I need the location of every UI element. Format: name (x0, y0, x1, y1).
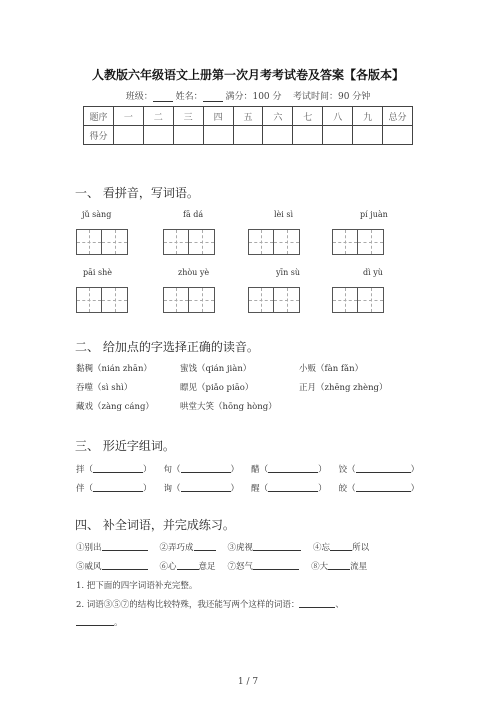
name-label: 姓名： (175, 92, 203, 102)
char-box[interactable] (189, 229, 215, 255)
page-title: 人教版六年级语文上册第一次月考考试卷及答案【各版本】 (91, 68, 404, 82)
close-paren: ） (143, 465, 152, 475)
char-box[interactable] (332, 287, 358, 313)
exam-time: 考试时间：90 分钟 (292, 92, 371, 102)
close-paren: ） (318, 465, 327, 475)
char-label: 醒（ (251, 484, 269, 494)
idiom-blank[interactable] (330, 541, 352, 551)
pinyin-2: fā dá (183, 210, 204, 219)
char-box[interactable] (76, 287, 102, 313)
char-box[interactable] (274, 287, 300, 313)
char-box[interactable] (248, 229, 274, 255)
close-paren: ） (410, 465, 420, 475)
score-header-cell: 六 (263, 107, 293, 126)
answer-blank[interactable] (268, 463, 318, 473)
idiom-text: ⑧大 (311, 562, 329, 572)
answer-blank[interactable] (93, 482, 143, 492)
score-table-header (84, 107, 413, 126)
separator: 、 (335, 600, 344, 610)
similar-chars-row-2 (76, 482, 419, 494)
answer-blank[interactable] (181, 463, 231, 473)
idiom-blank[interactable] (102, 541, 148, 551)
idiom-blank[interactable] (253, 541, 301, 551)
idiom-text: ①别出 (76, 543, 102, 553)
idiom-text: ⑤威风 (76, 562, 102, 572)
char-grid-7[interactable] (248, 287, 300, 313)
period: 。 (114, 618, 123, 628)
char-label: 皎（ (338, 484, 356, 494)
idiom-text: ④忘 (313, 543, 331, 553)
reading-item: 藏戏（zàng cáng） (76, 402, 154, 412)
pinyin-1: jǔ sàng (82, 210, 112, 219)
question-2 (76, 598, 344, 610)
pinyin-4: pí juàn (360, 210, 388, 219)
score-header-cell: 三 (173, 107, 203, 126)
score-header-cell: 九 (353, 107, 383, 126)
score-cell[interactable] (113, 126, 143, 145)
char-label: 旬（ (163, 465, 181, 475)
answer-blank[interactable] (76, 616, 114, 626)
score-row-label: 得分 (84, 126, 114, 145)
score-header-cell: 题序 (84, 107, 114, 126)
char-box[interactable] (358, 229, 384, 255)
question-2-text: 2. 词语③⑤⑦的结构比较特殊，我还能写两个这样的词语： (76, 600, 300, 610)
char-box[interactable] (358, 287, 384, 313)
char-grid-6[interactable] (163, 287, 215, 313)
score-table (83, 106, 413, 145)
answer-blank[interactable] (268, 482, 318, 492)
char-grid-5[interactable] (76, 287, 128, 313)
char-grid-1[interactable] (76, 229, 128, 255)
close-paren: ） (230, 465, 240, 475)
reading-item: 哄堂大笑（hōng hòng） (180, 402, 277, 412)
char-box[interactable] (102, 229, 128, 255)
idiom-text: ⑥心 (159, 562, 177, 572)
question-1: 1. 把下面的四字词语补充完整。 (76, 581, 198, 591)
answer-blank[interactable] (299, 598, 335, 608)
class-label: 班级： (125, 92, 153, 102)
score-cell[interactable] (263, 126, 293, 145)
idiom-blank[interactable] (102, 560, 148, 570)
char-label: 伴（ (76, 484, 94, 494)
score-header-cell: 四 (203, 107, 233, 126)
score-cell[interactable] (353, 126, 383, 145)
idiom-blank[interactable] (328, 560, 350, 570)
answer-blank[interactable] (356, 463, 411, 473)
section1-title: 一、 看拼音，写词语。 (75, 186, 199, 200)
section3-title: 三、 形近字组词。 (75, 439, 175, 453)
char-grid-8[interactable] (332, 287, 384, 313)
score-header-cell: 八 (323, 107, 353, 126)
pinyin-7: yīn sù (276, 268, 301, 277)
char-box[interactable] (163, 229, 189, 255)
idiom-text: 所以 (352, 543, 370, 553)
reading-item: 蜜饯（qián jiàn） (180, 364, 252, 374)
score-header-cell: 二 (143, 107, 173, 126)
char-label: 饺（ (338, 465, 356, 475)
idiom-text: 流星 (350, 562, 368, 572)
score-cell[interactable] (383, 126, 413, 145)
close-paren: ） (318, 484, 327, 494)
close-paren: ） (143, 484, 152, 494)
char-box[interactable] (332, 229, 358, 255)
page-number: 1 / 7 (237, 677, 259, 687)
score-header-cell: 总分 (383, 107, 413, 126)
idiom-row-2 (76, 560, 367, 572)
reading-item: 正月（zhēng zhèng） (299, 383, 388, 393)
char-grid-3[interactable] (248, 229, 300, 255)
char-box[interactable] (248, 287, 274, 313)
idiom-blank[interactable] (177, 560, 199, 570)
idiom-text: ③虎视 (227, 543, 254, 553)
exam-info (0, 89, 496, 102)
char-box[interactable] (163, 287, 189, 313)
idiom-blank[interactable] (194, 541, 216, 551)
pinyin-5: pāi shè (83, 268, 112, 277)
char-box[interactable] (189, 287, 215, 313)
char-box[interactable] (102, 287, 128, 313)
full-score: 满分：100 分 (225, 92, 282, 102)
section2-title: 二、 给加点的字选择正确的读音。 (75, 340, 259, 354)
pinyin-3: lèi sì (274, 210, 294, 219)
close-paren: ） (230, 484, 240, 494)
score-cell[interactable] (173, 126, 203, 145)
pinyin-6: zhòu yè (178, 268, 210, 277)
reading-item: 瞟见（piǎo piāo） (180, 383, 254, 393)
idiom-text: ⑦怒气 (227, 562, 254, 572)
char-box[interactable] (76, 229, 102, 255)
char-box[interactable] (274, 229, 300, 255)
pinyin-8: dì yù (363, 268, 383, 277)
char-label: 拌（ (76, 465, 94, 475)
score-cell[interactable] (233, 126, 263, 145)
reading-item: 小贩（fàn fǎn） (299, 364, 364, 374)
score-cell[interactable] (143, 126, 173, 145)
section4-title: 四、 补全词语，并完成练习。 (75, 518, 235, 532)
score-header-cell: 一 (113, 107, 143, 126)
score-table-row (84, 126, 413, 145)
score-cell[interactable] (203, 126, 233, 145)
reading-item: 吞噬（sì shì） (76, 383, 133, 393)
similar-chars-row-1 (76, 463, 419, 475)
char-grid-4[interactable] (332, 229, 384, 255)
char-label: 醋（ (251, 465, 269, 475)
class-blank[interactable] (153, 92, 173, 102)
close-paren: ） (410, 484, 420, 494)
score-cell[interactable] (293, 126, 323, 145)
question-2-cont (76, 616, 123, 628)
idiom-text: 意足 (198, 562, 216, 572)
idiom-blank[interactable] (253, 560, 299, 570)
char-label: 询（ (163, 484, 181, 494)
score-header-cell: 七 (293, 107, 323, 126)
idiom-row-1 (76, 541, 369, 553)
score-header-cell: 五 (233, 107, 263, 126)
answer-blank[interactable] (181, 482, 231, 492)
char-grid-2[interactable] (163, 229, 215, 255)
score-cell[interactable] (323, 126, 353, 145)
answer-blank[interactable] (356, 482, 411, 492)
reading-item: 黏稠（nián zhān） (76, 364, 152, 374)
idiom-text: ②弄巧成 (159, 543, 194, 553)
answer-blank[interactable] (93, 463, 143, 473)
name-blank[interactable] (203, 92, 223, 102)
